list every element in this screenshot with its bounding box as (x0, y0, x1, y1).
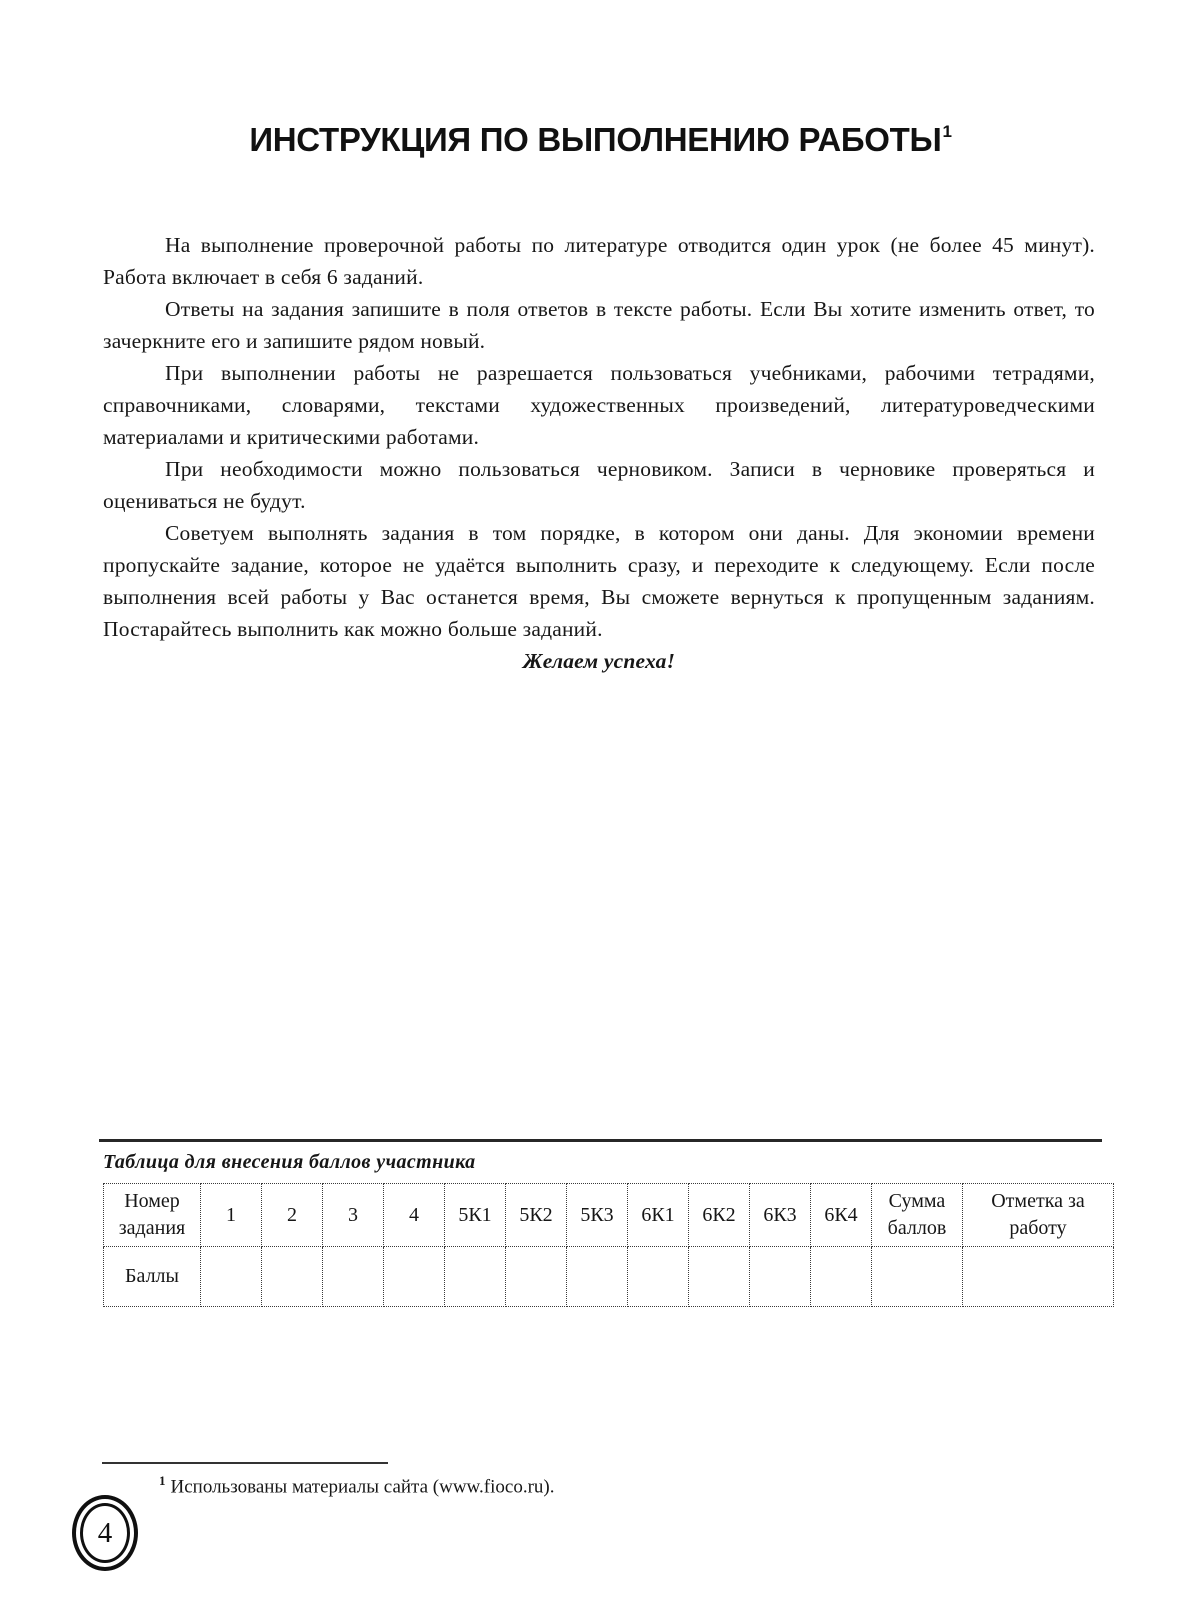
header-cell-task-6К4: 6К4 (811, 1184, 872, 1247)
score-table (103, 1183, 1114, 1307)
header-cell-task-3: 3 (323, 1184, 384, 1247)
paragraph-5: Советуем выполнять задания в том порядке, в котором они даны. Для экономии времени пропускайте задание, которое не удаётся выполнить сразу, и переходите к следующему. Если после выполнения всей работы у Вас останется время, Вы сможете вернуться к пропущенным заданиям. Постарайтесь выполнить как можно больше заданий. (103, 521, 1095, 641)
score-cell-task-6К4 (811, 1247, 872, 1307)
paragraph-2: Ответы на задания запишите в поля ответов в тексте работы. Если Вы хотите изменить ответ, то зачеркните его и запишите рядом новый. (103, 297, 1095, 353)
instructions-text (103, 229, 1095, 677)
header-cell-task-5К1: 5К1 (445, 1184, 506, 1247)
score-cell-task-6К1 (628, 1247, 689, 1307)
paragraph-3: При выполнении работы не разрешается пользоваться учебниками, рабочими тетрадями, справочниками, словарями, текстами художественных произведений, литературоведческими материалами и критическими работами. (103, 361, 1095, 449)
section-divider (99, 1139, 1102, 1142)
score-table-caption: Таблица для внесения баллов участника (103, 1151, 476, 1173)
page-title-text: ИНСТРУКЦИЯ ПО ВЫПОЛНЕНИЮ РАБОТЫ (249, 121, 942, 158)
header-cell-task-5К2: 5К2 (506, 1184, 567, 1247)
header-cell-task-6К2: 6К2 (689, 1184, 750, 1247)
header-cell-task-1: 1 (201, 1184, 262, 1247)
score-table-header-row (104, 1184, 1114, 1247)
footnote-marker: 1 (159, 1473, 166, 1488)
score-cell-task-6К3 (750, 1247, 811, 1307)
title-footnote-marker: 1 (942, 122, 952, 141)
page-number: 4 (97, 1516, 113, 1549)
footnote-text: Использованы материалы сайта (www.fioco.ru). (170, 1476, 555, 1498)
score-cell-task-2 (262, 1247, 323, 1307)
score-row-label: Баллы (104, 1247, 201, 1307)
header-cell-task-4: 4 (384, 1184, 445, 1247)
score-table-score-row (104, 1247, 1114, 1307)
wish-text: Желаем успеха! (522, 649, 676, 673)
header-cell-task-2: 2 (262, 1184, 323, 1247)
score-cell-task-5К3 (567, 1247, 628, 1307)
score-cell-mark (963, 1247, 1114, 1307)
header-cell-task-number: Номер задания (104, 1184, 201, 1247)
page-number-inner-ring (80, 1503, 130, 1563)
paragraph-4: При необходимости можно пользоваться черновиком. Записи в черновике проверяться и оцениваться не будут. (103, 457, 1095, 513)
score-cell-sum (872, 1247, 963, 1307)
score-cell-task-5К1 (445, 1247, 506, 1307)
page-title (0, 121, 1200, 159)
score-cell-task-3 (323, 1247, 384, 1307)
header-cell-sum: Сумма баллов (872, 1184, 963, 1247)
header-cell-mark: Отметка за работу (963, 1184, 1114, 1247)
footnote-divider (102, 1462, 388, 1464)
paragraph-1: На выполнение проверочной работы по литературе отводится один урок (не более 45 минут). Работа включает в себя 6 заданий. (103, 233, 1095, 289)
score-cell-task-6К2 (689, 1247, 750, 1307)
header-cell-task-5К3: 5К3 (567, 1184, 628, 1247)
score-cell-task-5К2 (506, 1247, 567, 1307)
page-number-badge (72, 1495, 138, 1571)
score-cell-task-1 (201, 1247, 262, 1307)
header-cell-task-6К1: 6К1 (628, 1184, 689, 1247)
header-cell-task-6К3: 6К3 (750, 1184, 811, 1247)
footnote (103, 1473, 1095, 1498)
score-cell-task-4 (384, 1247, 445, 1307)
